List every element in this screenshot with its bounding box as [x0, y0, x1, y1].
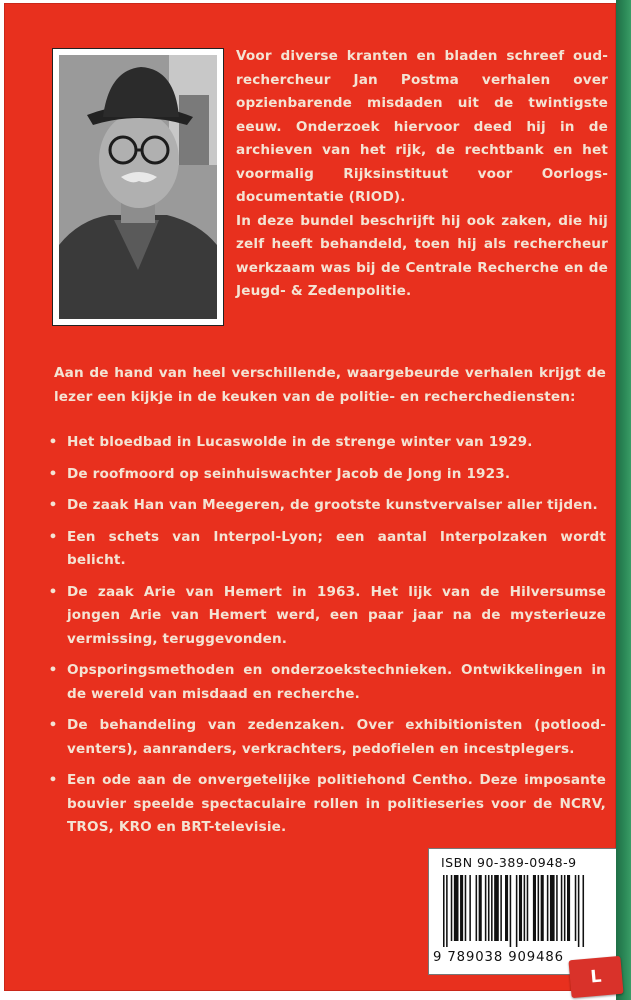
barcode-bar: [538, 875, 540, 941]
barcode-bar: [465, 875, 467, 941]
list-item: [44, 714, 606, 761]
barcode-bars: [443, 875, 607, 947]
list-item: [44, 463, 606, 487]
bullet-icon: •: [48, 662, 58, 678]
list-item: [44, 581, 606, 652]
bullet-icon: •: [48, 465, 58, 482]
barcode-bar: [488, 875, 490, 941]
isbn-barcode: [428, 848, 620, 975]
author-photo: [52, 48, 224, 326]
bullet-icon: •: [48, 583, 58, 600]
sticker-logo: L: [568, 956, 623, 998]
list-item-text: De roofmoord op seinhuiswachter Jacob de Jong in 1923.: [67, 465, 511, 482]
barcode-bar: [547, 875, 549, 941]
story-list: [44, 431, 606, 848]
barcode-bar: [516, 875, 518, 947]
barcode-bar: [510, 875, 512, 947]
barcode-bar: [556, 875, 558, 941]
barcode-bar: [479, 875, 482, 941]
author-portrait-image: [59, 55, 217, 319]
author-intro-text: [236, 45, 608, 304]
list-item: [44, 431, 606, 455]
list-item-text: Het bloedbad in Lucaswolde in de strenge winter van 1929.: [67, 434, 533, 450]
list-item: [44, 494, 606, 518]
barcode-bar: [519, 875, 522, 941]
bullet-icon: •: [48, 717, 58, 733]
list-item: [44, 526, 606, 573]
lead-paragraph: [54, 362, 606, 409]
bullet-icon: •: [48, 772, 58, 788]
bullet-icon: •: [48, 497, 58, 513]
barcode-bar: [500, 875, 502, 941]
bullet-icon: •: [48, 434, 58, 450]
list-item-text: Een schets van Interpol-Lyon; een aantal Interpolzaken wordt belicht.: [67, 528, 606, 568]
list-item-text: De zaak Arie van Hemert in 1963. Het lijk van de Hilversumse jongen Arie van Hemert werd, een paar jaar na de mysterieuze vermissing, teruggevonden.: [67, 583, 606, 647]
list-item-text: De behandeling van zedenzaken. Over exhibitionisten (potlood-venters), aanranders, verkrachters, pedofielen en incestplegers.: [67, 717, 606, 757]
list-item: [44, 659, 606, 706]
list-item-text: De zaak Han van Meegeren, de grootste kunstvervalser aller tijden.: [67, 497, 598, 513]
barcode-bar: [578, 875, 580, 947]
barcode-bar: [505, 875, 508, 941]
intro-paragraph-1: Voor diverse kranten en bladen schreef oud-rechercheur Jan Postma verhalen over opzienbarende misdaden uit de twintigste eeuw. Onderzoek hiervoor deed hij in de archieven van het rijk, de rechtbank en het voormalig Rijksinstituut voor Oorlogs-documentatie (RIOD).: [236, 48, 608, 205]
barcode-bar: [564, 875, 566, 941]
book-back-cover: [4, 3, 616, 991]
barcode-bar: [460, 875, 463, 941]
spine-edge: [616, 0, 631, 1000]
portrait-illustration: [59, 55, 217, 319]
barcode-bar: [454, 875, 459, 941]
barcode-bar: [494, 875, 499, 941]
barcode-bar: [476, 875, 478, 941]
barcode-bar: [575, 875, 577, 941]
barcode-bar: [443, 875, 445, 947]
list-item-text: Een ode aan de onvergetelijke politiehond Centho. Deze imposante bouvier speelde spectaculaire rollen in politieseries voor de NCRV, TROS, KRO en BRT-televisie.: [67, 772, 606, 835]
barcode-bar: [567, 875, 570, 941]
barcode-bar: [550, 875, 555, 941]
barcode-bar: [583, 875, 585, 947]
barcode-bar: [561, 875, 563, 941]
lead-text: Aan de hand van heel verschillende, waargebeurde verhalen krijgt de lezer een kijkje in de keuken van de politie- en recherchediensten:: [54, 365, 606, 405]
list-item-text: Opsporingsmethoden en onderzoekstechnieken. Ontwikkelingen in de wereld van misdaad en recherche.: [67, 662, 606, 702]
barcode-bar: [491, 875, 493, 941]
barcode-bar: [469, 875, 471, 941]
barcode-bar: [451, 875, 453, 941]
bullet-icon: •: [48, 528, 58, 545]
barcode-bar: [524, 875, 526, 941]
barcode-bar: [533, 875, 536, 941]
barcode-bar: [541, 875, 544, 941]
list-item: [44, 769, 606, 840]
barcode-bar: [446, 875, 448, 947]
ean-number: 9 789038 909486: [433, 950, 564, 965]
intro-paragraph-2: In deze bundel beschrijft hij ook zaken, die hij zelf heeft behandeld, toen hij als rechercheur werkzaam was bij de Centrale Recherche en de Jeugd- & Zedenpolitie.: [236, 212, 608, 299]
barcode-bar: [485, 875, 487, 941]
barcode-bar: [527, 875, 529, 941]
isbn-label: ISBN 90-389-0948-9: [441, 855, 577, 870]
